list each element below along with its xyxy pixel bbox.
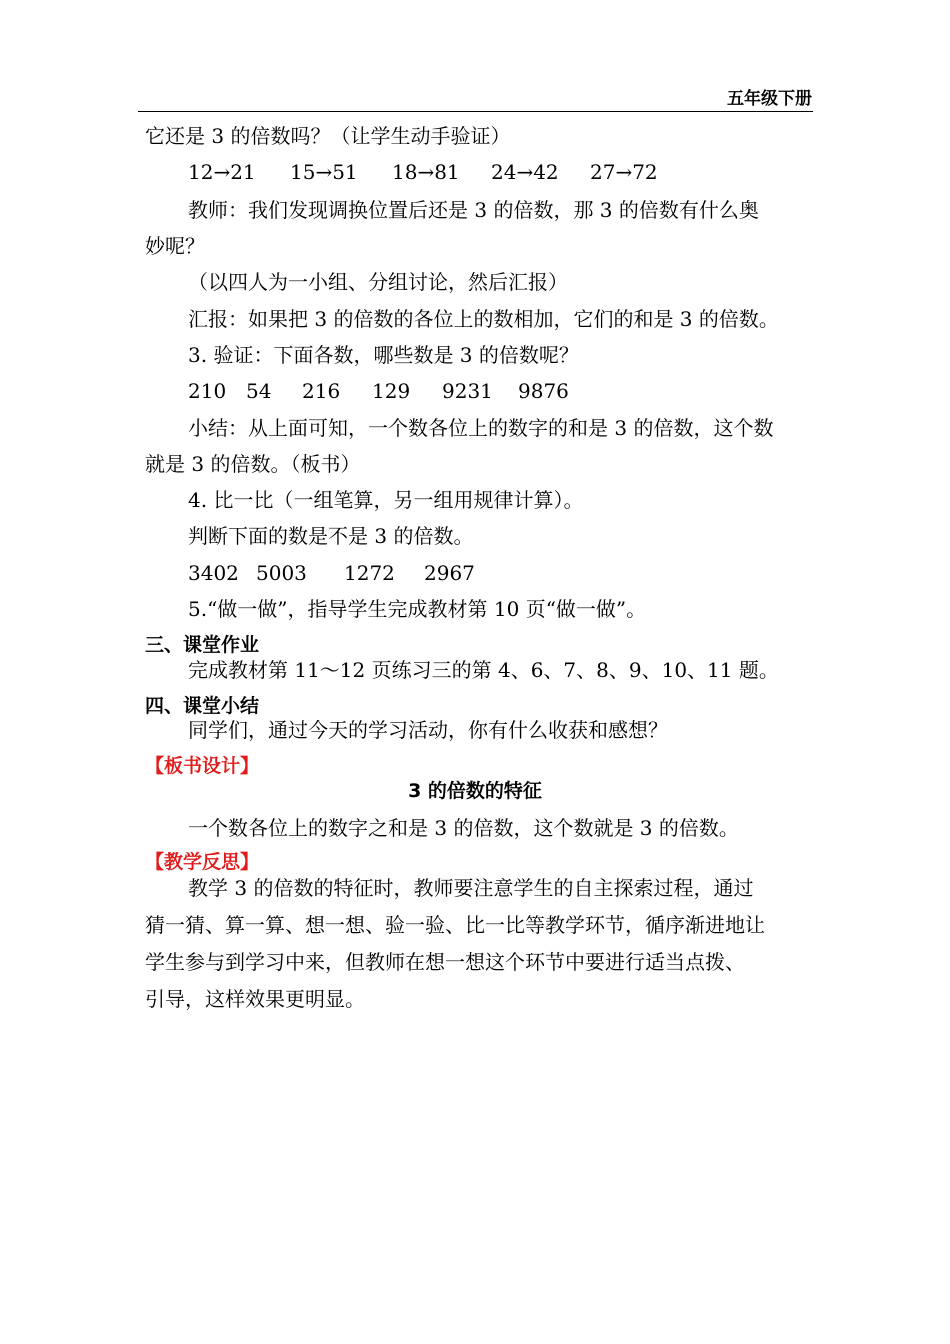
verify-number: 9231 <box>442 379 493 403</box>
board-title: 3 的倍数的特征 <box>408 780 542 802</box>
do-it-line: 5.“做一做”，指导学生完成教材第 10 页“做一做”。 <box>188 597 647 621</box>
swap-pairs-row <box>188 158 658 186</box>
verify-number: 216 <box>302 379 341 403</box>
compare-number: 2967 <box>424 561 475 585</box>
compare-line: 4. 比一比（一组笔算，另一组用规律计算）。 <box>188 488 584 512</box>
reflection-heading: 【教学反思】 <box>145 851 260 873</box>
compare-number: 5003 <box>256 561 307 585</box>
compare-number: 3402 <box>188 561 239 585</box>
teacher-line-2: 妙呢？ <box>145 234 205 258</box>
section-summary-heading: 四、课堂小结 <box>145 695 260 717</box>
compare-numbers-row <box>188 559 475 587</box>
verify-number: 129 <box>372 379 411 403</box>
swap-pair: 18→81 <box>392 160 460 184</box>
section-homework-heading: 三、课堂作业 <box>145 634 260 656</box>
teacher-line-1: 教师：我们发现调换位置后还是 3 的倍数，那 3 的倍数有什么奥 <box>188 198 759 222</box>
verify-numbers-row <box>188 377 569 405</box>
swap-pair: 24→42 <box>491 160 559 184</box>
verify-number: 54 <box>246 379 272 403</box>
question-line: 它还是 3 的倍数吗？（让学生动手验证） <box>145 124 511 148</box>
reflection-line-4: 引导，这样效果更明显。 <box>145 987 365 1011</box>
board-text: 一个数各位上的数字之和是 3 的倍数，这个数就是 3 的倍数。 <box>188 816 739 840</box>
verify-line: 3. 验证：下面各数，哪些数是 3 的倍数呢？ <box>188 343 579 367</box>
board-design-heading: 【板书设计】 <box>145 755 260 777</box>
header-rule <box>138 111 813 112</box>
swap-pair: 15→51 <box>290 160 358 184</box>
compare-number: 1272 <box>344 561 395 585</box>
reflection-line-3: 学生参与到学习中来，但教师在想一想这个环节中要进行适当点拨、 <box>145 950 745 974</box>
swap-pair: 27→72 <box>590 160 658 184</box>
verify-number: 9876 <box>518 379 569 403</box>
summary-line-1: 小结：从上面可知，一个数各位上的数字的和是 3 的倍数，这个数 <box>188 416 774 440</box>
report-line: 汇报：如果把 3 的倍数的各位上的数相加，它们的和是 3 的倍数。 <box>188 307 779 331</box>
summary-line-2: 就是 3 的倍数。（板书） <box>145 452 361 476</box>
swap-pair: 12→21 <box>188 160 256 184</box>
verify-number: 210 <box>188 379 227 403</box>
reflection-line-1: 教学 3 的倍数的特征时，教师要注意学生的自主探索过程，通过 <box>188 876 754 900</box>
homework-text: 完成教材第 11～12 页练习三的第 4、6、7、8、9、10、11 题。 <box>188 658 779 682</box>
reflection-line-2: 猜一猜、算一算、想一想、验一验、比一比等教学环节，循序渐进地让 <box>145 913 765 937</box>
summary-question: 同学们，通过今天的学习活动，你有什么收获和感想？ <box>188 718 668 742</box>
group-discussion-line: （以四人为一小组、分组讨论，然后汇报） <box>188 270 568 294</box>
judge-line: 判断下面的数是不是 3 的倍数。 <box>188 524 474 548</box>
grade-label: 五年级下册 <box>727 89 812 109</box>
